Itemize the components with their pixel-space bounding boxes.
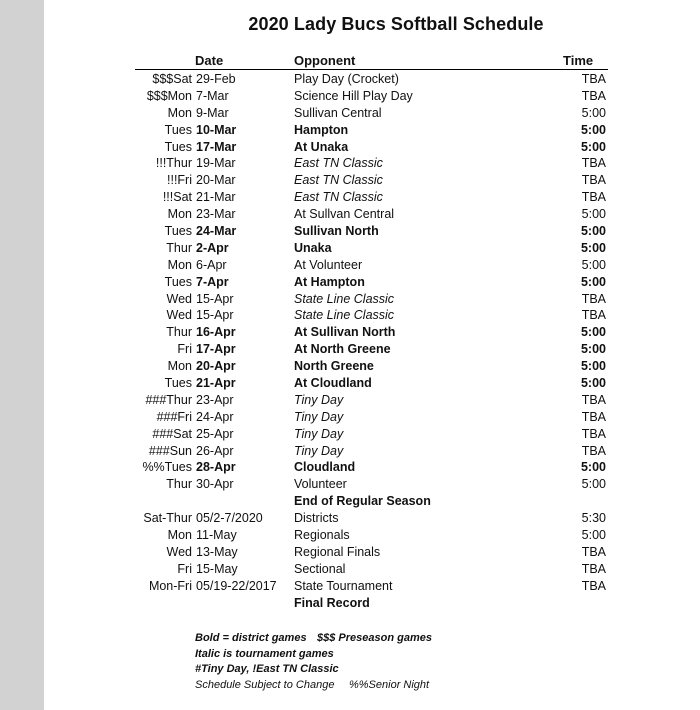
table-row (0, 172, 700, 189)
note-preseason: $$$ Preseason games (317, 632, 432, 644)
table-row (0, 257, 700, 274)
row-date: 28-Apr (196, 460, 236, 475)
row-day: Tues (164, 274, 192, 289)
row-opponent: Science Hill Play Day (294, 88, 413, 103)
table-row (0, 493, 700, 510)
row-opponent: Districts (294, 511, 339, 526)
table-row (0, 426, 700, 443)
row-date: 13-May (196, 544, 238, 559)
row-date: 05/2-7/2020 (196, 511, 263, 526)
row-time: 5:00 (580, 460, 606, 475)
row-day: Sat-Thur (143, 511, 192, 526)
row-date: 17-Mar (196, 139, 237, 154)
row-time: TBA (581, 190, 606, 205)
row-date: 7-Mar (196, 88, 229, 103)
row-day: !!!Fri (167, 173, 192, 188)
row-opponent: Play Day (Crocket) (294, 72, 399, 86)
header-date: Date (195, 53, 224, 68)
row-date: 20-Apr (196, 359, 236, 374)
table-row (0, 189, 700, 206)
row-opponent: At Sullvan Central (294, 207, 395, 222)
row-time: 5:00 (581, 477, 606, 492)
row-day: Tues (164, 139, 192, 154)
row-time: TBA (581, 426, 606, 441)
row-day: Wed (166, 544, 192, 559)
row-opponent: At Hampton (294, 274, 365, 289)
row-opponent: At Unaka (294, 139, 349, 154)
row-opponent: East TN Classic (294, 173, 383, 188)
row-date: 20-Mar (196, 173, 236, 188)
row-date: 21-Mar (196, 190, 236, 205)
row-time: TBA (581, 561, 606, 576)
row-opponent: Hampton (294, 122, 349, 137)
row-opponent: Sullivan North (294, 224, 379, 239)
row-day: Mon-Fri (148, 578, 192, 593)
row-opponent: Cloudland (294, 460, 356, 475)
row-time: TBA (581, 173, 606, 188)
row-time: TBA (581, 72, 606, 86)
row-opponent: State Tournament (294, 578, 393, 593)
row-time: 5:00 (580, 240, 606, 255)
row-day: !!!Thur (155, 156, 192, 171)
row-day: Mon (167, 528, 192, 543)
table-row (0, 510, 700, 527)
row-day: Mon (167, 207, 192, 222)
table-row (0, 358, 700, 375)
table-row (0, 561, 700, 578)
row-time: TBA (581, 544, 606, 559)
row-day: $$$Sat (152, 72, 192, 86)
row-day: Wed (166, 308, 192, 323)
table-row (0, 375, 700, 392)
row-opponent: East TN Classic (294, 190, 383, 205)
row-day: %%Tues (142, 460, 192, 475)
row-day: Fri (177, 342, 192, 357)
row-day: !!!Sat (162, 190, 192, 205)
row-date: 10-Mar (196, 122, 237, 137)
row-time: 5:00 (580, 139, 606, 154)
row-date: 25-Apr (196, 426, 234, 441)
row-time: TBA (581, 291, 606, 306)
row-time: TBA (581, 156, 606, 171)
table-row (0, 122, 700, 139)
row-opponent: End of Regular Season (294, 494, 431, 509)
row-date: 29-Feb (196, 72, 236, 86)
table-row (0, 206, 700, 223)
row-day: ###Fri (156, 409, 192, 424)
row-day: Mon (167, 105, 192, 120)
row-date: 7-Apr (196, 274, 229, 289)
table-row (0, 443, 700, 460)
row-opponent: Unaka (294, 240, 332, 255)
note-bold-district: Bold = district games (195, 632, 307, 644)
row-opponent: At Cloudland (294, 376, 372, 391)
row-time: 5:00 (581, 105, 606, 120)
row-time: TBA (581, 409, 606, 424)
row-day: Tues (164, 224, 192, 239)
row-opponent: At Sullivan North (294, 325, 396, 340)
table-row (0, 578, 700, 595)
row-day: Fri (177, 561, 192, 576)
row-date: 2-Apr (196, 240, 229, 255)
row-time: 5:00 (580, 274, 606, 289)
row-time: 5:00 (580, 325, 606, 340)
row-day: ###Sat (152, 426, 192, 441)
table-row (0, 527, 700, 544)
table-row (0, 88, 700, 105)
row-date: 05/19-22/2017 (196, 578, 277, 593)
schedule-table (0, 71, 700, 612)
row-opponent: Final Record (294, 595, 370, 610)
row-time: 5:00 (581, 257, 606, 272)
row-date: 15-Apr (196, 308, 234, 323)
table-row (0, 459, 700, 476)
row-opponent: Volunteer (294, 477, 347, 492)
table-row (0, 155, 700, 172)
row-date: 24-Apr (196, 409, 234, 424)
row-time: 5:00 (580, 376, 606, 391)
row-date: 23-Mar (196, 207, 236, 222)
row-opponent: State Line Classic (294, 308, 395, 323)
row-date: 15-May (196, 561, 238, 576)
row-time: 5:00 (580, 359, 606, 374)
row-opponent: Tiny Day (294, 426, 344, 441)
row-time: TBA (581, 392, 606, 407)
row-date: 26-Apr (196, 443, 234, 458)
row-date: 19-Mar (196, 156, 236, 171)
row-date: 30-Apr (196, 477, 234, 492)
row-time: 5:00 (580, 224, 606, 239)
row-opponent: Tiny Day (294, 392, 344, 407)
table-row (0, 240, 700, 257)
row-time: 5:00 (580, 342, 606, 357)
table-row (0, 476, 700, 493)
row-date: 16-Apr (196, 325, 236, 340)
row-date: 23-Apr (196, 392, 234, 407)
row-opponent: At North Greene (294, 342, 391, 357)
row-date: 21-Apr (196, 376, 236, 391)
note-senior-night: %%Senior Night (349, 678, 430, 691)
table-row (0, 595, 700, 612)
table-row (0, 324, 700, 341)
table-row (0, 105, 700, 122)
row-opponent: At Volunteer (294, 257, 363, 272)
table-row (0, 544, 700, 561)
row-time: TBA (581, 88, 606, 103)
header-opponent: Opponent (294, 53, 356, 68)
row-day: $$$Mon (146, 88, 192, 103)
row-opponent: Tiny Day (294, 409, 344, 424)
row-time: TBA (581, 308, 606, 323)
row-day: Mon (167, 359, 192, 374)
table-row (0, 341, 700, 358)
row-date: 9-Mar (196, 105, 229, 120)
row-day: Mon (167, 257, 192, 272)
note-subject-to-change: Schedule Subject to Change (195, 678, 335, 691)
row-opponent: Regionals (294, 528, 350, 543)
page-title: 2020 Lady Bucs Softball Schedule (248, 14, 544, 34)
row-day: Tues (164, 376, 192, 391)
table-row (0, 139, 700, 156)
header-divider (135, 69, 608, 70)
row-time: 5:30 (581, 511, 606, 526)
row-day: Tues (164, 122, 192, 137)
note-italic-tournament: Italic is tournament games (195, 647, 334, 660)
note-tiny-day: #Tiny Day, !East TN Classic (195, 663, 339, 675)
table-row (0, 392, 700, 409)
row-day: Thur (166, 325, 192, 340)
table-row (0, 223, 700, 240)
row-time: TBA (581, 443, 606, 458)
row-date: 17-Apr (196, 342, 236, 357)
row-day: Wed (166, 291, 192, 306)
row-opponent: North Greene (294, 359, 374, 374)
row-day: ###Sun (148, 443, 192, 458)
row-opponent: Sectional (294, 561, 346, 576)
row-date: 15-Apr (196, 291, 234, 306)
row-time: 5:00 (581, 207, 606, 222)
row-day: ###Thur (145, 392, 192, 407)
row-time: TBA (581, 578, 606, 593)
header-time: Time (563, 53, 594, 68)
row-time: 5:00 (581, 528, 606, 543)
row-date: 6-Apr (196, 257, 227, 272)
table-row (0, 291, 700, 308)
row-opponent: Sullivan Central (294, 105, 382, 120)
row-date: 11-May (196, 528, 237, 543)
row-opponent: State Line Classic (294, 291, 395, 306)
row-day: Thur (166, 240, 192, 255)
table-row (0, 274, 700, 291)
table-row (0, 71, 700, 88)
row-time: 5:00 (580, 122, 606, 137)
row-date: 24-Mar (196, 224, 237, 239)
row-opponent: Tiny Day (294, 443, 344, 458)
table-row (0, 307, 700, 324)
row-opponent: Regional Finals (294, 544, 381, 559)
table-row (0, 409, 700, 426)
row-opponent: East TN Classic (294, 156, 383, 171)
row-day: Thur (166, 477, 192, 492)
